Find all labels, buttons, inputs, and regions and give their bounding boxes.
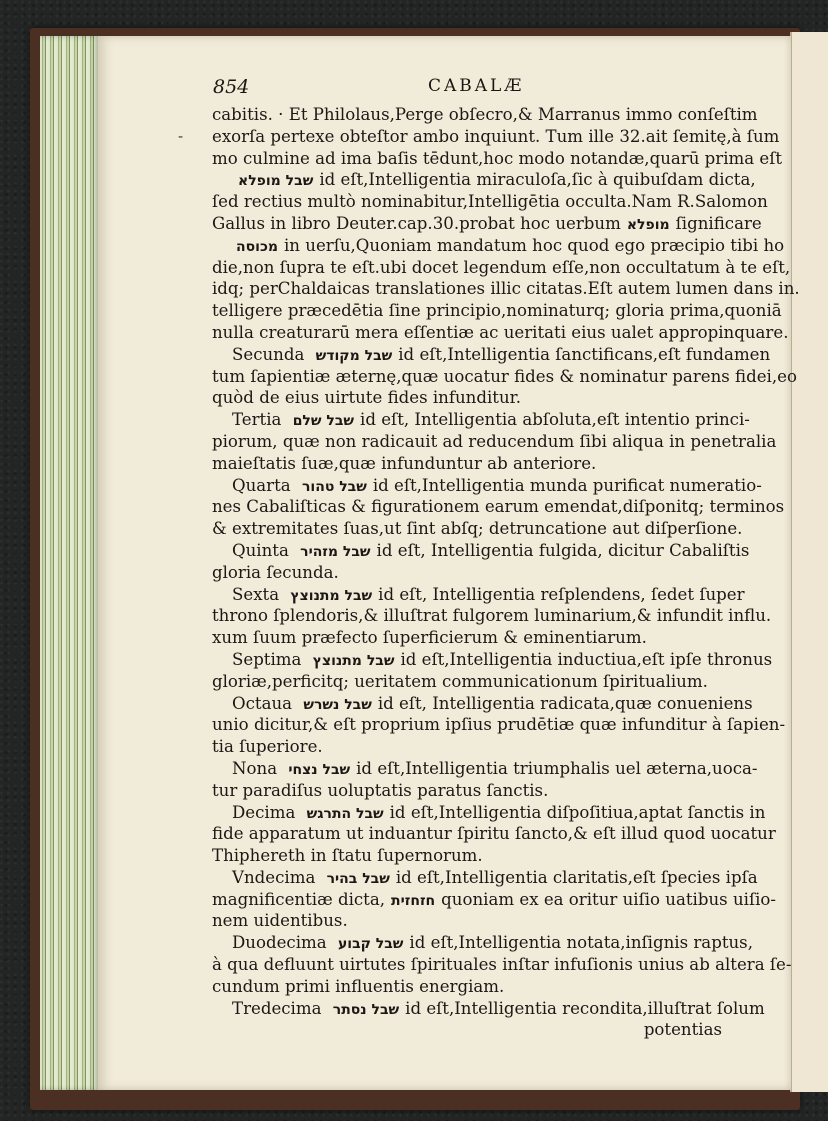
latin-text: & extremitates ſuas,ut ſint abſq; detruncatione aut diſperſione.: [212, 519, 743, 539]
page-number: 854: [213, 76, 250, 98]
text-line: [212, 562, 732, 584]
latin-text: tia ſuperiore.: [212, 737, 323, 757]
hebrew-term: שבל נשרש: [303, 696, 372, 713]
text-line: [212, 278, 800, 300]
latin-text: id eſt, Intelligentia reſplendens, ſedet ſuper: [378, 584, 745, 604]
text-line: [212, 540, 750, 562]
path-ordinal: Tertia: [232, 410, 282, 430]
path-ordinal: Quinta: [232, 540, 289, 560]
latin-text: id eſt, Intelligentia radicata,quæ conueniens: [377, 693, 753, 713]
latin-text: maieſtatis ſuæ,quæ infunduntur ab anteriore.: [212, 453, 597, 473]
latin-text: id eſt,Intelligentia recondita,illuſtrat ſolum: [405, 998, 765, 1018]
hebrew-term: מופלא: [626, 216, 670, 233]
hebrew-term: שבל בהיר: [326, 870, 390, 887]
latin-text: mo culmine ad ima baſis tēdunt,hoc modo notandæ,quarū prima eſt: [212, 148, 783, 168]
hebrew-term: שבל קבוע: [337, 936, 404, 953]
text-line: [212, 169, 756, 191]
text-line: [212, 322, 789, 344]
latin-text: telligere præcedētia ſine principio,nominaturq; gloria prima,quoniā: [212, 301, 782, 321]
latin-text: xum ſuum præfecto ſuperficierum & eminentiarum.: [212, 628, 647, 648]
hebrew-term: שבל נצחי: [288, 761, 351, 778]
path-ordinal: Decima: [232, 802, 296, 822]
text-line: [212, 518, 743, 540]
hebrew-term: שבל שלם: [292, 413, 355, 430]
latin-text: id eſt,Intelligentia diſpoſitiua,aptat ſanctis in: [389, 802, 766, 822]
path-ordinal: Duodecima: [232, 933, 327, 953]
text-line: [212, 453, 732, 475]
latin-text: id eſt,Intelligentia miraculoſa,ſic à quibuſdam dicta,: [319, 170, 756, 190]
text-line: [212, 867, 758, 889]
latin-text: tum ſapientiæ æternę,quæ uocatur fides & nominatur parens fidei,eo: [212, 366, 797, 386]
text-line: [212, 954, 792, 976]
text-line: [212, 300, 782, 322]
hebrew-term: שבל מזהיר: [300, 543, 371, 560]
latin-text: id eſt,Intelligentia triumphalis uel æterna,uoca-: [356, 758, 758, 778]
hebrew-term: שבל טהור: [301, 478, 367, 495]
text-line: [212, 584, 745, 606]
path-ordinal: Quarta: [232, 475, 291, 495]
text-line: [212, 431, 777, 453]
latin-text: cabitis. · Et Philolaus,Perge obſecro,& Marranus immo conſeſtim: [212, 105, 758, 124]
latin-text: id eſt,Intelligentia munda purificat numeratio-: [372, 475, 762, 495]
latin-text: nes Cabaliſticas & figurationem earum emendat,diſponitq; terminos: [212, 497, 785, 517]
text-line: [212, 976, 732, 998]
latin-text: cundum primi influentis energiam.: [212, 976, 505, 996]
text-line: [212, 366, 797, 388]
text-line: [212, 693, 753, 715]
text-line: [212, 475, 762, 497]
latin-text: ſignificare: [675, 213, 762, 233]
latin-text: fide apparatum ut induantur ſpiritu ſancto,& eſt illud quod uocatur: [212, 824, 776, 844]
text-line: [212, 627, 732, 649]
text-line: [212, 998, 765, 1020]
text-line: [212, 649, 773, 671]
text-line: [212, 126, 780, 148]
text-line: [212, 344, 771, 366]
text-line: [212, 736, 732, 758]
facing-page-edge: [790, 32, 828, 1092]
latin-text: magnificentiæ dicta,: [212, 889, 386, 909]
latin-text: quoniam ex ea oritur uiſio uatibus uiſio-: [441, 889, 777, 909]
latin-text: die,non ſupra te eſt.ubi docet legendum eſſe,non occultatum à te eſt,: [212, 257, 791, 277]
hebrew-term: שבל מתנוצץ: [312, 652, 395, 669]
page-header: [213, 76, 753, 102]
running-head: CABALÆ: [428, 76, 525, 96]
path-ordinal: Septima: [232, 649, 302, 669]
latin-text: id eſt,Intelligentia notata,inſignis raptus,: [409, 933, 753, 953]
hebrew-term: שבל מתנוצץ: [290, 587, 373, 604]
latin-text: nulla creaturarū mera eſſentiæ ac ueritati eius ualet appropinquare.: [212, 322, 789, 342]
text-line: [212, 671, 732, 693]
latin-text: piorum, quæ non radicauit ad reducendum ſibi aliqua in penetralia: [212, 431, 777, 451]
latin-text: id eſt,Intelligentia ſanctificans,eſt fundamen: [398, 344, 771, 364]
latin-text: tur paradiſus uoluptatis paratus ſanctis.: [212, 780, 549, 800]
latin-text: Thiphereth in ſtatu ſupernorum.: [212, 846, 483, 866]
path-ordinal: Vndecima: [232, 867, 316, 887]
path-ordinal: Octaua: [232, 693, 293, 713]
latin-text: nem uidentibus.: [212, 911, 348, 931]
latin-text: in uerſu,Quoniam mandatum hoc quod ego præcipio tibi ho: [284, 235, 785, 255]
text-line: [212, 213, 762, 235]
hebrew-term: חזחזית: [391, 892, 436, 909]
latin-text: quòd de eius uirtute fides infunditur.: [212, 388, 522, 408]
text-line: [212, 191, 768, 213]
latin-text: id eſt, Intelligentia fulgida, dicitur Cabaliſtis: [376, 540, 750, 560]
text-line: [212, 1019, 732, 1041]
latin-text: id eſt,Intelligentia inductiua,eſt ipſe thronus: [400, 649, 773, 669]
text-line: [212, 845, 732, 867]
text-line: [212, 758, 758, 780]
text-line: [212, 387, 732, 409]
latin-text: gloria ſecunda.: [212, 562, 339, 582]
text-line: [212, 714, 786, 736]
text-line: [212, 409, 750, 431]
latin-text: potentias: [643, 1020, 722, 1040]
page-edges: [40, 36, 100, 1090]
text-line: [212, 496, 785, 518]
hebrew-term: שבל מקודש: [315, 347, 393, 364]
text-line: [212, 802, 766, 824]
text-line: [212, 823, 776, 845]
text-line: [212, 235, 785, 257]
latin-text: unio dicitur,& eſt proprium ipſius prudētiæ quæ infunditur à ſapien-: [212, 715, 786, 735]
text-line: [212, 257, 791, 279]
text-line: [212, 932, 753, 954]
hebrew-term: שבל התרגש: [306, 805, 384, 822]
text-line: [212, 780, 732, 802]
text-line: [212, 104, 758, 126]
latin-text: exorſa pertexe obteſtor ambo inquiunt. Tum ille 32.ait ſemitę,à ſum: [212, 126, 780, 146]
latin-text: id eſt,Intelligentia claritatis,eſt ſpecies ipſa: [395, 867, 758, 887]
hebrew-term: מכוסה: [236, 238, 278, 255]
latin-text: Gallus in libro Deuter.cap.30.probat hoc uerbum: [212, 213, 621, 233]
latin-text: throno ſplendoris,& illuſtrat fulgorem luminarium,& infundit influ.: [212, 606, 772, 626]
margin-mark: -: [178, 127, 184, 145]
latin-text: id eſt, Intelligentia abſoluta,eſt intentio princi-: [360, 410, 750, 430]
path-ordinal: Tredecima: [232, 998, 322, 1018]
hebrew-term: שבל נסתר: [332, 1001, 400, 1018]
hebrew-term: שבל מופלא: [238, 173, 314, 190]
path-ordinal: Nona: [232, 758, 278, 778]
body-text: [212, 104, 800, 1041]
latin-text: gloriæ,perficitq; ueritatem communicationum ſpiritualium.: [212, 671, 708, 691]
text-line: [212, 889, 777, 911]
latin-text: à qua defluunt uirtutes ſpirituales inſtar infuſionis unius ab altera ſe-: [212, 955, 792, 975]
path-ordinal: Sexta: [232, 584, 280, 604]
path-ordinal: Secunda: [232, 344, 305, 364]
text-line: [212, 605, 772, 627]
latin-text: ſed rectius multò nominabitur,Intelligētia occulta.Nam R.Salomon: [212, 192, 768, 212]
text-line: [212, 910, 732, 932]
text-line: [212, 148, 783, 170]
latin-text: idq; perChaldaicas translationes illic citatas.Eſt autem lumen dans in.: [212, 279, 800, 299]
